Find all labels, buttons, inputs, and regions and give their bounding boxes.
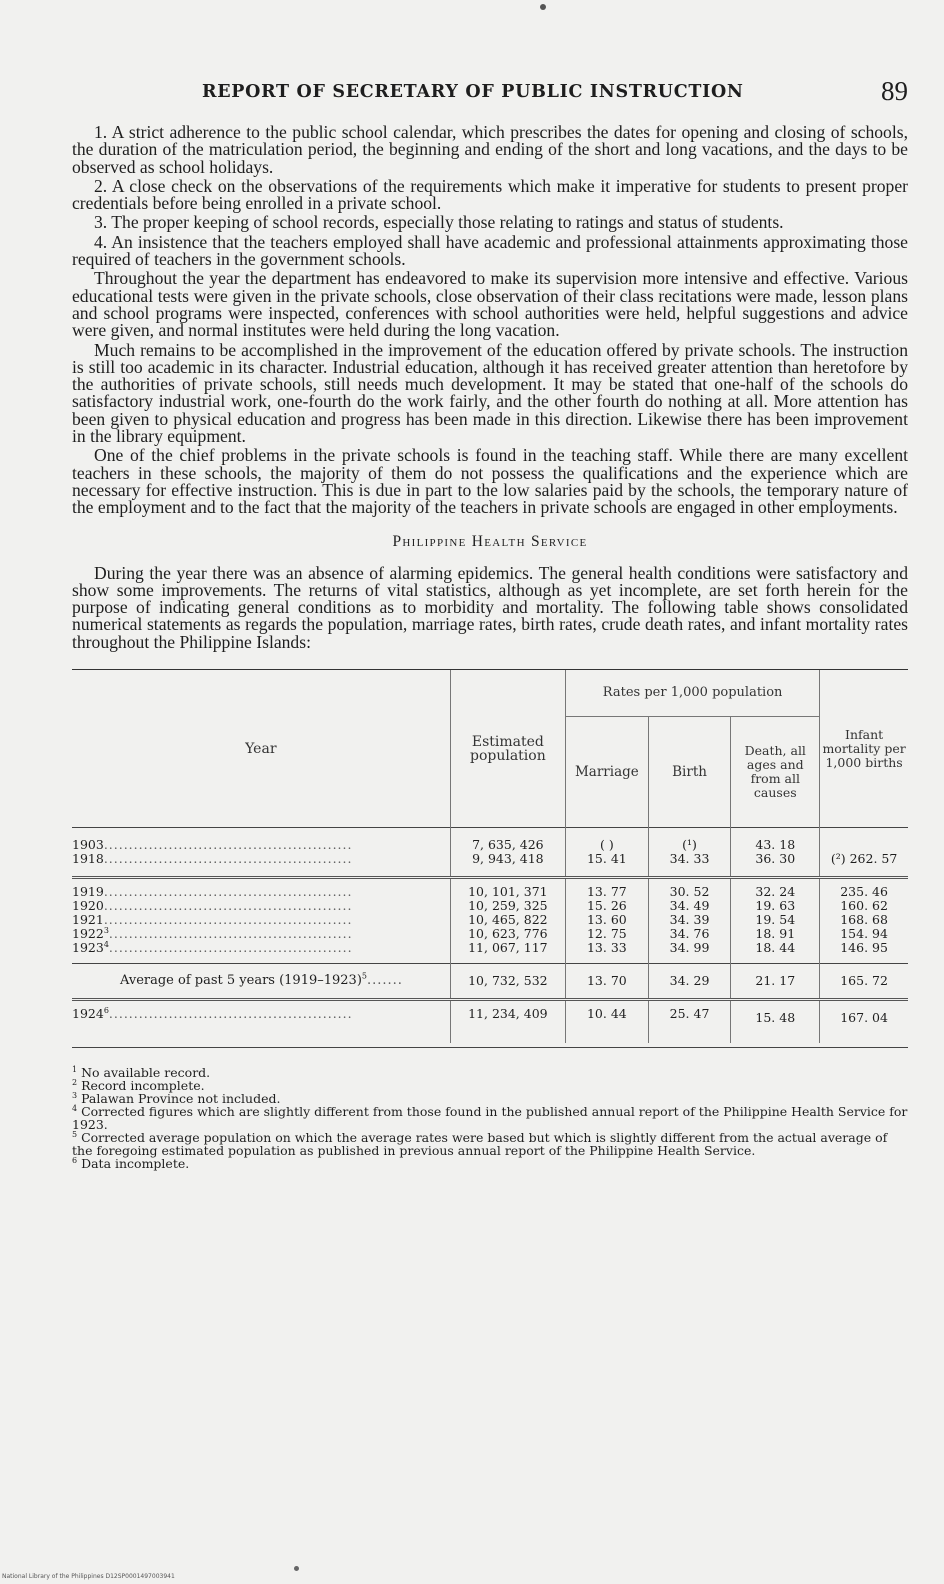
header-year: Year xyxy=(245,740,277,757)
row-death: 43. 18 xyxy=(731,828,820,853)
row-year: 1918 xyxy=(72,852,104,867)
header-birth: Birth xyxy=(648,717,731,828)
row-infant: (²) xyxy=(830,851,846,867)
row-year: 1924 xyxy=(72,1006,104,1022)
average-marriage: 13. 70 xyxy=(566,964,649,1000)
footnote-text: Record incomplete. xyxy=(81,1078,205,1094)
dot-leader: .................................................. xyxy=(103,884,353,900)
page-header xyxy=(72,72,908,110)
row-birth: 34. 99 xyxy=(648,941,731,964)
header-rates-group: Rates per 1,000 population xyxy=(566,670,820,717)
footnote-mark: 2 xyxy=(72,1077,78,1087)
body-text xyxy=(72,124,908,517)
row-infant: 167. 04 xyxy=(820,1000,908,1044)
average-infant: 165. 72 xyxy=(820,964,908,1000)
header-marriage: Marriage xyxy=(566,717,649,828)
row-birth: 30. 52 xyxy=(648,878,731,900)
row-marriage: ( ) xyxy=(566,828,649,853)
page xyxy=(72,72,908,1170)
row-death: 18. 91 xyxy=(731,927,820,941)
footnote-text: Data incomplete. xyxy=(81,1156,190,1172)
footnote-ref: 5 xyxy=(361,971,367,981)
row-population: 9, 943, 418 xyxy=(450,852,565,878)
row-death: 18. 44 xyxy=(731,941,820,964)
row-infant xyxy=(820,828,908,853)
paragraph-2: 2. A close check on the observations of the requirements which make it imperative for students to present proper credentials before being enrolled in a private school. xyxy=(72,175,908,214)
table-row xyxy=(72,852,908,878)
row-death: 32. 24 xyxy=(731,878,820,900)
footnote-text: Palawan Province not included. xyxy=(81,1091,281,1107)
footnote-text: Corrected average population on which the average rates were based but which is slightly different from the actual average of the foregoing estimated population as published in previous annual report of the Philippine Health Service. xyxy=(72,1130,888,1159)
average-label: Average of past 5 years (1919–1923) xyxy=(120,973,362,989)
row-marriage: 15. 26 xyxy=(566,899,649,913)
speck xyxy=(540,4,546,10)
average-birth: 34. 29 xyxy=(648,964,731,1000)
row-death: 19. 63 xyxy=(731,899,820,913)
footnote-mark: 4 xyxy=(72,1103,78,1113)
header-infant: Infant mortality per 1,000 births xyxy=(820,670,908,828)
section-title: Philippine Health Service xyxy=(392,532,588,550)
row-death: 15. 48 xyxy=(731,1000,820,1044)
table-row xyxy=(72,878,908,900)
dot-leader: .................................................. xyxy=(103,837,353,853)
average-death: 21. 17 xyxy=(731,964,820,1000)
scan-credit: National Library of the Philippines D12SP0001497003941 xyxy=(2,1573,175,1580)
average-row xyxy=(72,964,908,1000)
row-infant: 235. 46 xyxy=(820,878,908,900)
footnote xyxy=(72,1157,908,1170)
footnote-ref: 6 xyxy=(103,1005,109,1015)
table-row xyxy=(72,927,908,941)
row-marriage: 13. 60 xyxy=(566,913,649,927)
footnote-mark: 1 xyxy=(72,1064,78,1074)
footnote-mark: 3 xyxy=(72,1090,78,1100)
row-birth: 34. 33 xyxy=(648,852,731,878)
speck xyxy=(294,1566,299,1571)
footnote xyxy=(72,1131,908,1157)
row-population: 10, 623, 776 xyxy=(450,927,565,941)
table-row xyxy=(72,1000,908,1044)
row-death: 19. 54 xyxy=(731,913,820,927)
paragraph-3: 3. The proper keeping of school records, especially those relating to ratings and status of students. xyxy=(94,212,784,233)
row-birth: 34. 39 xyxy=(648,913,731,927)
dot-leader: .................................................. xyxy=(103,852,353,867)
footnote-text: No available record. xyxy=(81,1065,211,1081)
row-year: 1921 xyxy=(72,913,104,928)
page-number: 89 xyxy=(881,76,908,106)
row-year: 1923 xyxy=(72,941,104,956)
row-infant: 154. 94 xyxy=(820,927,908,941)
row-infant: 146. 95 xyxy=(820,941,908,964)
row-birth: 25. 47 xyxy=(648,1000,731,1044)
row-infant-value: 262. 57 xyxy=(849,851,898,867)
paragraph-4: 4. An insistence that the teachers employed shall have academic and professional attainments approximating those required of teachers in the government schools. xyxy=(72,231,908,270)
dot-leader: .................................................. xyxy=(103,913,353,928)
footnote-mark: 6 xyxy=(72,1155,78,1165)
row-year: 1919 xyxy=(72,884,104,900)
row-infant: 160. 62 xyxy=(820,899,908,913)
table-row xyxy=(72,913,908,927)
health-paragraph: During the year there was an absence of alarming epidemics. The general health conditions were satisfactory and show some improvements. The returns of vital statistics, although as yet incomplete, are set forth herein for the purpose of indicating general conditions as to morbidity and mortality. The following table shows consolidated numerical statements as regards the population, marriage rates, birth rates, crude death rates, and infant mortality rates throughout the Philippine Islands: xyxy=(72,562,908,652)
paragraph-1: 1. A strict adherence to the public school calendar, which prescribes the dates for opening and closing of schools, the duration of the matriculation period, the beginning and ending of the short and long vacations, and the days to be observed as school holidays. xyxy=(72,122,908,177)
dot-leader: ................................................. xyxy=(108,941,353,956)
row-population: 10, 465, 822 xyxy=(450,913,565,927)
table-row xyxy=(72,899,908,913)
footnote xyxy=(72,1105,908,1131)
row-marriage: 13. 77 xyxy=(566,878,649,900)
table-bottom-rule xyxy=(72,1047,908,1048)
table-header-row xyxy=(72,670,908,717)
paragraph-7: One of the chief problems in the private schools is found in the teaching staff. While there are many excellent teachers in these schools, the majority of them do not possess the qualifications and the experience which are necessary for effective instruction. This is due in part to the low salaries paid by the schools, the temporary nature of the employment and to the fact that the majority of the teachers in private schools are engaged in other employments. xyxy=(72,445,908,518)
paragraph-5: Throughout the year the department has endeavored to make its supervision more intensive and effective. Various educational tests were given in the private schools, close observation of their class recitations were made, lesson plans and school programs were inspected, conferences with school authorities were held, helpful suggestions and advice were given, and normal institutes were held during the long vacation. xyxy=(72,268,908,341)
row-population: 10, 101, 371 xyxy=(450,878,565,900)
row-death: 36. 30 xyxy=(731,852,820,878)
dot-leader: ................................................. xyxy=(108,927,353,942)
table-row xyxy=(72,828,908,853)
header-death: Death, all ages and from all causes xyxy=(731,717,820,828)
dot-leader: .................................................. xyxy=(103,899,353,914)
vital-statistics-table xyxy=(72,670,908,1043)
row-marriage: 15. 41 xyxy=(566,852,649,878)
row-birth: (¹) xyxy=(648,828,731,853)
row-marriage: 13. 33 xyxy=(566,941,649,964)
row-year: 1922 xyxy=(72,927,104,942)
row-marriage: 12. 75 xyxy=(566,927,649,941)
table-row xyxy=(72,941,908,964)
footnote-ref: 3 xyxy=(103,927,109,935)
footnotes xyxy=(72,1066,908,1170)
average-population: 10, 732, 532 xyxy=(450,964,565,1000)
row-year: 1903 xyxy=(72,837,104,853)
row-population: 11, 067, 117 xyxy=(450,941,565,964)
row-birth: 34. 76 xyxy=(648,927,731,941)
header-population: Estimated population xyxy=(450,670,565,828)
row-population: 10, 259, 325 xyxy=(450,899,565,913)
paragraph-6: Much remains to be accomplished in the improvement of the education offered by private schools. The instruction is still too academic in its character. Industrial education, although it has received greater attention than heretofore by the authorities of private schools, still needs much development. It may be stated that one-half of the schools do satisfactory industrial work, one-fourth do the work fairly, and the other fourth do nothing at all. More attention has been given to physical education and progress has been made in this direction. Likewise there has been improvement in the library equipment. xyxy=(72,339,908,447)
dot-leader: ................................................. xyxy=(108,1006,353,1022)
row-population: 7, 635, 426 xyxy=(450,828,565,853)
running-head: REPORT OF SECRETARY OF PUBLIC INSTRUCTION xyxy=(202,82,744,102)
footnote-text: Corrected figures which are slightly different from those found in the published annual report of the Philippine Health Service for 1923. xyxy=(72,1104,908,1133)
row-population: 11, 234, 409 xyxy=(450,1000,565,1044)
row-marriage: 10. 44 xyxy=(566,1000,649,1044)
footnote-mark: 5 xyxy=(72,1129,78,1139)
row-year: 1920 xyxy=(72,899,104,914)
dot-leader: ....... xyxy=(367,973,403,989)
row-birth: 34. 49 xyxy=(648,899,731,913)
row-infant: 168. 68 xyxy=(820,913,908,927)
footnote-ref: 4 xyxy=(103,941,109,949)
